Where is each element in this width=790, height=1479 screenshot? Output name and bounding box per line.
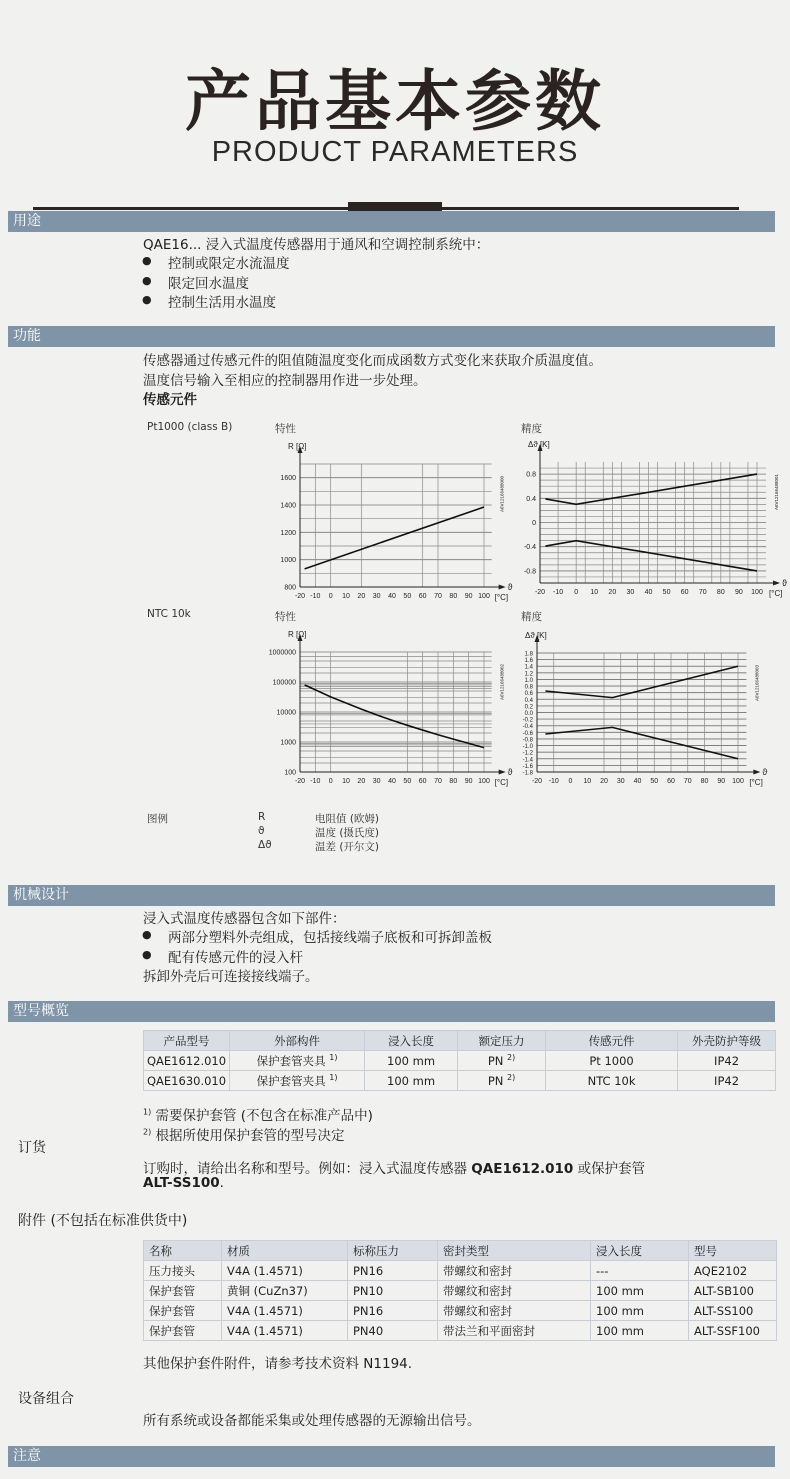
cell: IP42 — [678, 1071, 776, 1091]
application-item: 限定回水温度 — [168, 276, 249, 292]
cell: 保护套管 — [144, 1321, 222, 1341]
x-axis-title: ϑ — [507, 767, 513, 777]
y-axis-title: Δϑ [K] — [528, 440, 550, 449]
y-tick-label: 1.4 — [524, 664, 533, 671]
section-bar-application: 用途 — [8, 211, 775, 232]
column-header: 额定压力 — [458, 1031, 546, 1051]
x-tick-label: 0 — [568, 778, 573, 785]
sensor-element-heading: 传感元件 — [143, 392, 197, 408]
y-tick-label: 0.4 — [526, 495, 536, 503]
y-tick-label: -1.4 — [522, 757, 533, 764]
section-bar-types: 型号概览 — [8, 1001, 775, 1022]
sensor-name: NTC 10k — [147, 608, 191, 620]
x-tick-label: 20 — [357, 593, 366, 600]
x-tick-label: 60 — [667, 778, 675, 785]
column-header: 标称压力 — [348, 1241, 438, 1261]
cell: 带螺纹和密封 — [438, 1281, 591, 1301]
ntc-accuracy-chart — [515, 625, 790, 795]
cell: PN10 — [348, 1281, 438, 1301]
legend-label: 图例 — [147, 813, 168, 825]
x-tick-label: 30 — [626, 589, 635, 596]
y-tick-label: 1000000 — [268, 649, 296, 657]
cell: 带螺纹和密封 — [438, 1301, 591, 1321]
table-row — [144, 1051, 776, 1071]
cell: QAE1612.010 — [144, 1051, 230, 1071]
cell: PN16 — [348, 1301, 438, 1321]
pt1000-accuracy-chart — [515, 436, 790, 606]
chart-code: A6V12166488000 — [499, 475, 505, 512]
x-tick-label: 80 — [449, 593, 458, 600]
accessories-note: 其他保护套件附件，请参考技术资料 N1194. — [143, 1356, 413, 1372]
cell: ALT-SSF100 — [689, 1321, 777, 1341]
y-tick-label: 1.2 — [524, 671, 533, 678]
y-tick-label: 0.2 — [524, 704, 533, 711]
y-tick-label: 10000 — [276, 709, 296, 717]
y-tick-label: -0.2 — [522, 717, 533, 724]
cell: V4A (1.4571) — [222, 1261, 348, 1281]
cell: V4A (1.4571) — [222, 1301, 348, 1321]
section-bar-mechanical: 机械设计 — [8, 885, 775, 906]
y-tick-label: 1.8 — [524, 651, 533, 658]
cell: 压力接头 — [144, 1261, 222, 1281]
chart-label: 特性 — [275, 423, 296, 435]
cell: 100 mm — [591, 1281, 689, 1301]
x-tick-label: -10 — [548, 778, 559, 785]
x-axis-title: ϑ — [782, 578, 787, 588]
x-tick-label: 50 — [650, 778, 659, 785]
y-tick-label: 100 — [284, 769, 296, 777]
x-tick-label: 30 — [616, 778, 625, 785]
chart-label: 精度 — [521, 611, 542, 623]
x-tick-label: 30 — [372, 593, 381, 600]
cell: 黄铜 (CuZn37) — [222, 1281, 348, 1301]
y-axis-title: R [Ω] — [288, 442, 307, 451]
x-tick-label: 0 — [328, 778, 333, 785]
y-tick-label: 0.8 — [524, 684, 533, 691]
series-line-lower — [545, 541, 757, 571]
column-header: 产品型号 — [144, 1031, 230, 1051]
x-tick-label: -20 — [294, 778, 306, 785]
x-tick-label: 20 — [608, 589, 617, 596]
bullet-icon: ● — [142, 948, 152, 961]
table-row — [144, 1071, 776, 1091]
page-subtitle: PRODUCT PARAMETERS — [211, 136, 579, 168]
x-tick-label: 40 — [388, 593, 396, 600]
y-tick-label: 0 — [532, 520, 536, 527]
table-row — [144, 1281, 777, 1301]
pt1000-characteristic-chart — [240, 436, 515, 606]
column-header: 名称 — [144, 1241, 222, 1261]
x-axis-arrow-icon — [499, 770, 506, 775]
section-bar-function: 功能 — [8, 326, 775, 347]
x-axis-arrow-icon — [773, 581, 780, 586]
cell: 100 mm — [365, 1051, 458, 1071]
ordering-text: ALT-SS100. — [143, 1175, 224, 1191]
mechanical-item: 两部分塑料外壳组成，包括接线端子底板和可拆卸盖板 — [168, 930, 492, 946]
chart-code: A6V12166488001 — [774, 473, 780, 510]
table-row — [144, 1321, 777, 1341]
x-tick-label: 10 — [342, 593, 350, 600]
ordering-heading: 订货 — [18, 1140, 46, 1156]
x-tick-label: 20 — [600, 778, 608, 785]
y-tick-label: 1.0 — [524, 677, 533, 684]
column-header: 外壳防护等级 — [678, 1031, 776, 1051]
mechanical-item: 配有传感元件的浸入杆 — [168, 950, 303, 966]
x-tick-label: 70 — [434, 778, 442, 785]
x-tick-label: 80 — [716, 589, 725, 596]
x-tick-label: 80 — [700, 778, 709, 785]
x-axis-title: ϑ — [762, 767, 768, 777]
y-tick-label: -0.6 — [522, 730, 533, 737]
cell: IP42 — [678, 1051, 776, 1071]
y-tick-label: 1000 — [280, 557, 296, 565]
column-header: 浸入长度 — [591, 1241, 689, 1261]
cell: 100 mm — [591, 1301, 689, 1321]
chart-label: 精度 — [521, 423, 542, 435]
x-tick-label: 70 — [698, 589, 707, 596]
table-header-row — [144, 1031, 776, 1051]
x-tick-label: 90 — [464, 778, 473, 785]
chart-code: A6V12166488002 — [499, 663, 505, 700]
cell: NTC 10k — [546, 1071, 678, 1091]
x-tick-label: 40 — [644, 589, 653, 596]
y-tick-label: 1000 — [280, 739, 296, 747]
x-tick-label: 40 — [633, 778, 642, 785]
bullet-icon: ● — [142, 928, 152, 941]
x-tick-label: 100 — [732, 778, 744, 785]
cell: 带螺纹和密封 — [438, 1261, 591, 1281]
cell: AQE2102 — [689, 1261, 777, 1281]
x-tick-label: 50 — [403, 778, 412, 785]
cell: --- — [591, 1261, 689, 1281]
column-header: 型号 — [689, 1241, 777, 1261]
cell: PN16 — [348, 1261, 438, 1281]
x-axis-title: ϑ — [507, 582, 513, 592]
y-tick-label: 0.6 — [524, 691, 533, 698]
x-tick-label: 90 — [735, 589, 743, 596]
legend-text: 温差 (开尔文) — [315, 841, 380, 853]
cell: 带法兰和平面密封 — [438, 1321, 591, 1341]
table-row — [144, 1301, 777, 1321]
y-axis-title: R [Ω] — [288, 630, 307, 639]
x-tick-label: 50 — [403, 593, 412, 600]
function-line: 传感器通过传感元件的阻值随温度变化而成函数方式变化来获取介质温度值。 — [143, 353, 602, 369]
table-header-row — [144, 1241, 777, 1261]
cell: QAE1630.010 — [144, 1071, 230, 1091]
y-tick-label: 1200 — [280, 529, 296, 537]
legend-symbol: R — [258, 811, 266, 823]
mechanical-outro: 拆卸外壳后可连接接线端子。 — [143, 969, 319, 985]
y-tick-label: -1.2 — [522, 750, 533, 757]
y-tick-label: 0.0 — [524, 711, 533, 717]
cell: V4A (1.4571) — [222, 1321, 348, 1341]
column-header: 材质 — [222, 1241, 348, 1261]
x-tick-label: 50 — [662, 589, 671, 596]
cell: 保护套管夹具 $^{1)}$ — [230, 1051, 365, 1071]
legend-text: 温度 (摄氏度) — [315, 827, 380, 839]
cell: PN $^{2)}$ — [458, 1051, 546, 1071]
column-header: 传感元件 — [546, 1031, 678, 1051]
y-tick-label: 0.4 — [524, 697, 533, 704]
combination-heading: 设备组合 — [18, 1391, 74, 1407]
x-tick-label: 70 — [434, 593, 442, 600]
accessories-table — [143, 1240, 777, 1341]
sensor-name: Pt1000 (class B) — [147, 421, 233, 433]
bullet-icon: ● — [142, 293, 152, 306]
y-tick-label: -1.6 — [522, 763, 533, 770]
cell: PN40 — [348, 1321, 438, 1341]
column-header: 浸入长度 — [365, 1031, 458, 1051]
x-axis-unit: [°C] — [494, 593, 509, 602]
x-tick-label: 0 — [574, 589, 579, 596]
x-tick-label: -20 — [534, 589, 546, 596]
combination-text: 所有系统或设备都能采集或处理传感器的无源输出信号。 — [143, 1413, 481, 1429]
y-tick-label: 0.8 — [526, 471, 536, 479]
bullet-icon: ● — [142, 274, 152, 287]
type-overview-table — [143, 1030, 776, 1091]
x-tick-label: 10 — [590, 589, 599, 596]
ordering-text: 订购时，请给出名称和型号。例如：浸入式温度传感器 QAE1612.010 或保护套管 — [143, 1161, 646, 1177]
application-item: 控制或限定水流温度 — [168, 256, 290, 272]
x-tick-label: 60 — [680, 589, 689, 596]
ntc-characteristic-chart — [240, 625, 515, 795]
legend-symbol: ϑ — [258, 825, 265, 837]
cell: 100 mm — [591, 1321, 689, 1341]
cell: PN $^{2)}$ — [458, 1071, 546, 1091]
x-axis-unit: [°C] — [749, 778, 763, 787]
x-tick-label: 30 — [372, 778, 381, 785]
application-item: 控制生活用水温度 — [168, 295, 276, 311]
x-tick-label: 10 — [583, 778, 592, 785]
legend-symbol: Δϑ — [258, 839, 272, 851]
x-tick-label: -10 — [310, 593, 321, 600]
cell: ALT-SS100 — [689, 1301, 777, 1321]
y-tick-label: 1400 — [280, 502, 296, 510]
x-tick-label: 40 — [388, 778, 396, 785]
legend-text: 电阻值 (欧姆) — [315, 813, 380, 825]
x-tick-label: 0 — [328, 593, 333, 600]
cell: ALT-SB100 — [689, 1281, 777, 1301]
y-tick-label: -0.4 — [523, 544, 536, 552]
x-tick-label: -10 — [310, 778, 321, 785]
cell: 保护套管 — [144, 1281, 222, 1301]
x-tick-label: 10 — [342, 778, 350, 785]
accessories-heading: 附件 (不包括在标准供货中) — [18, 1213, 188, 1229]
cell: 保护套管夹具 $^{1)}$ — [230, 1071, 365, 1091]
function-line: 温度信号输入至相应的控制器用作进一步处理。 — [143, 373, 427, 389]
y-tick-label: 1.6 — [524, 658, 533, 665]
chart-code: A6V12166488003 — [754, 664, 760, 701]
footnote: $^{2)}$ 根据所使用保护套管的型号决定 — [143, 1127, 345, 1144]
x-tick-label: 70 — [683, 778, 692, 785]
x-axis-unit: [°C] — [494, 778, 509, 787]
x-tick-label: 100 — [478, 778, 490, 785]
x-axis-arrow-icon — [753, 770, 760, 775]
y-axis-title: Δϑ [K] — [525, 631, 547, 640]
y-tick-label: -1.8 — [522, 770, 533, 777]
x-tick-label: 60 — [418, 778, 427, 785]
footnote: $^{1)}$ 需要保护套管 (不包含在标准产品中) — [143, 1107, 373, 1124]
x-tick-label: -20 — [531, 778, 543, 785]
y-tick-label: -0.8 — [523, 568, 536, 576]
x-tick-label: 20 — [357, 778, 366, 785]
x-tick-label: -10 — [553, 589, 564, 596]
chart-label: 特性 — [275, 611, 296, 623]
series-line-upper — [545, 474, 757, 504]
y-tick-label: -0.4 — [522, 724, 533, 731]
y-tick-label: -1.0 — [522, 744, 533, 751]
table-row — [144, 1261, 777, 1281]
cell: 保护套管 — [144, 1301, 222, 1321]
column-header: 外部构件 — [230, 1031, 365, 1051]
x-tick-label: 80 — [449, 778, 458, 785]
application-intro: QAE16... 浸入式温度传感器用于通风和空调控制系统中： — [143, 237, 490, 253]
page-title: 产品基本参数 — [185, 63, 605, 140]
x-tick-label: -20 — [294, 593, 306, 600]
x-axis-unit: [°C] — [769, 589, 783, 598]
cell: Pt 1000 — [546, 1051, 678, 1071]
x-tick-label: 100 — [751, 589, 763, 596]
bullet-icon: ● — [142, 254, 152, 267]
x-tick-label: 60 — [418, 593, 427, 600]
y-tick-label: 800 — [284, 584, 296, 592]
y-tick-label: -0.8 — [522, 737, 533, 744]
column-header: 密封类型 — [438, 1241, 591, 1261]
x-axis-arrow-icon — [499, 585, 506, 590]
y-tick-label: 100000 — [272, 679, 296, 687]
x-tick-label: 100 — [478, 593, 490, 600]
x-tick-label: 90 — [717, 778, 726, 785]
series-line-R — [305, 685, 484, 748]
mechanical-intro: 浸入式温度传感器包含如下部件： — [143, 911, 346, 927]
cell: 100 mm — [365, 1071, 458, 1091]
x-tick-label: 90 — [464, 593, 473, 600]
section-bar-notice: 注意 — [8, 1446, 775, 1467]
y-tick-label: 1600 — [280, 475, 296, 483]
